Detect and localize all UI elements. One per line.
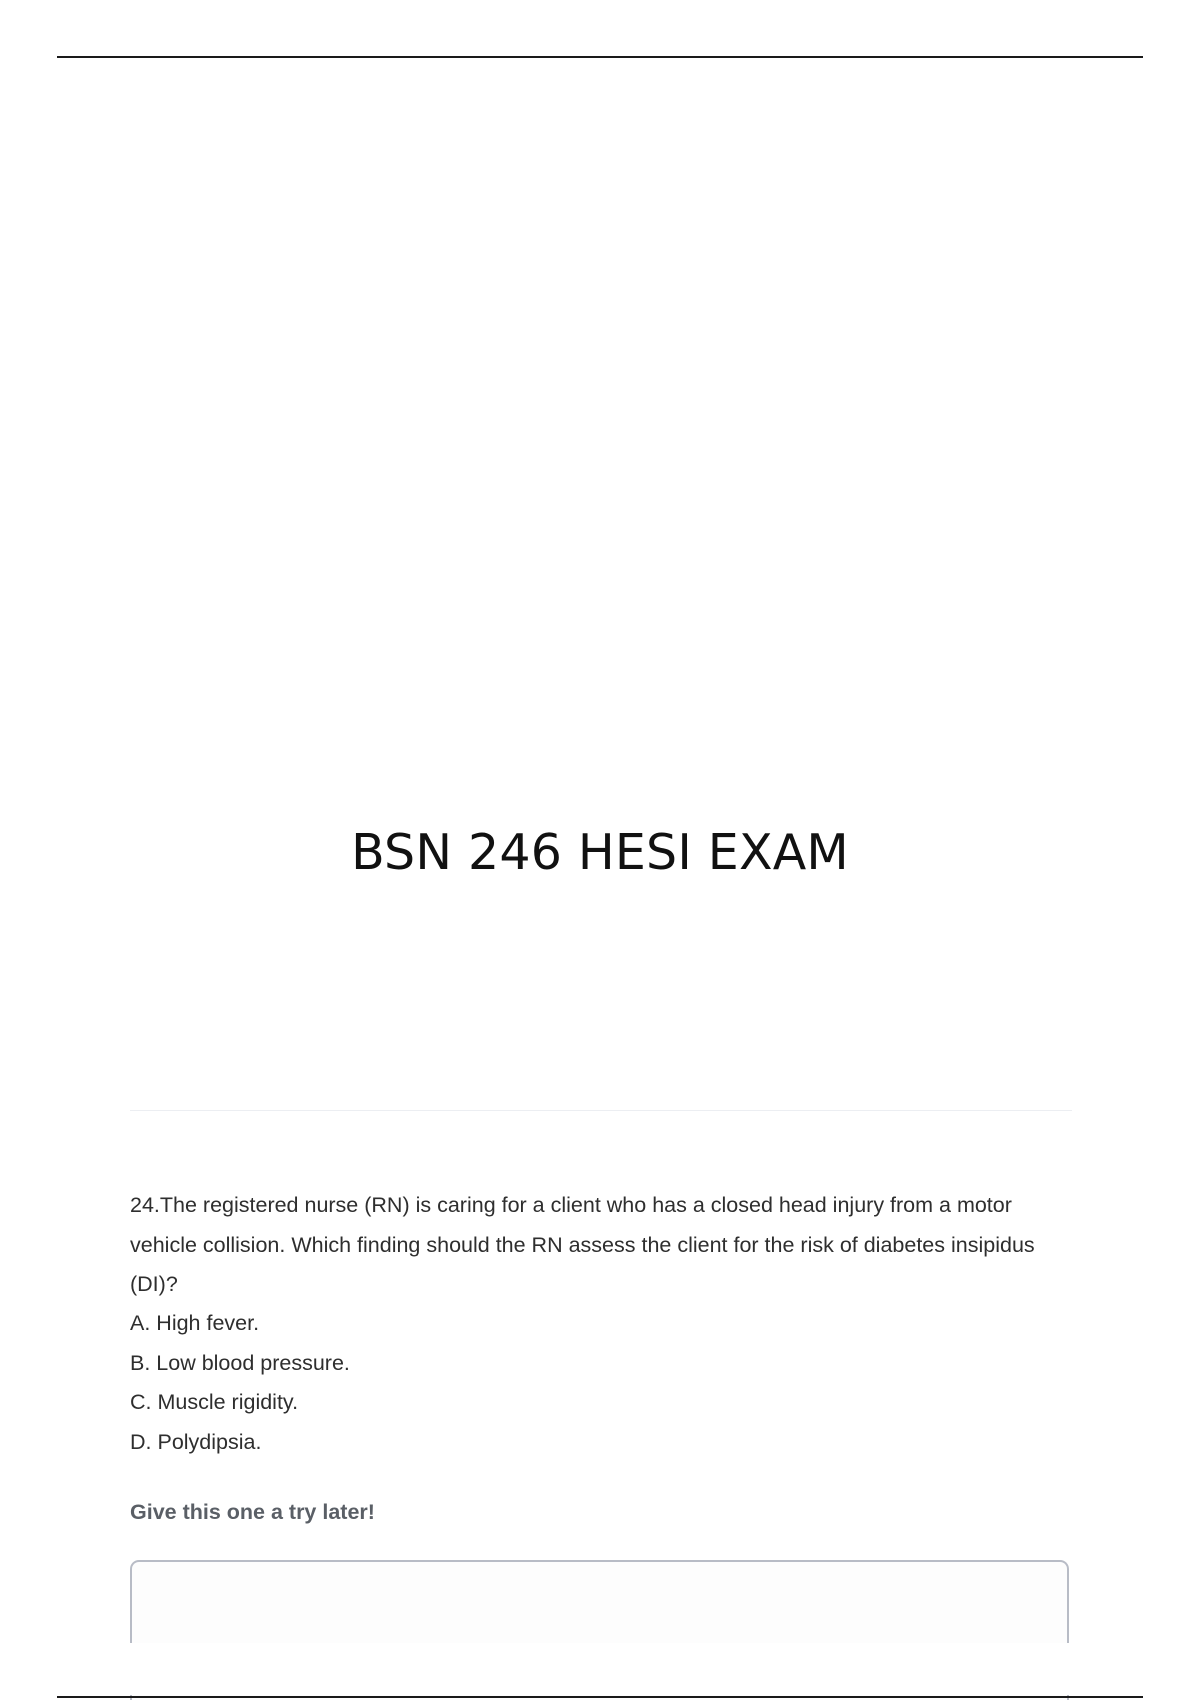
document-title: BSN 246 HESI EXAM xyxy=(351,824,849,881)
question-text: 24.The registered nurse (RN) is caring for a client who has a closed head injury from a motor vehicle collision. Which finding should the RN assess the client for the risk of diabetes insipidus (DI)? xyxy=(130,1193,1035,1296)
card-divider xyxy=(130,1110,1072,1111)
option-d: D. Polydipsia. xyxy=(130,1429,262,1454)
page-bottom-rule xyxy=(57,1696,1143,1698)
option-a: A. High fever. xyxy=(130,1311,260,1335)
answer-options xyxy=(130,1304,350,1462)
try-later-label: Give this one a try later! xyxy=(130,1500,375,1524)
page-top-rule xyxy=(57,56,1143,58)
page-footer-margin xyxy=(0,1643,1200,1695)
option-c: C. Muscle rigidity. xyxy=(130,1390,299,1414)
option-b: B. Low blood pressure. xyxy=(130,1350,350,1375)
